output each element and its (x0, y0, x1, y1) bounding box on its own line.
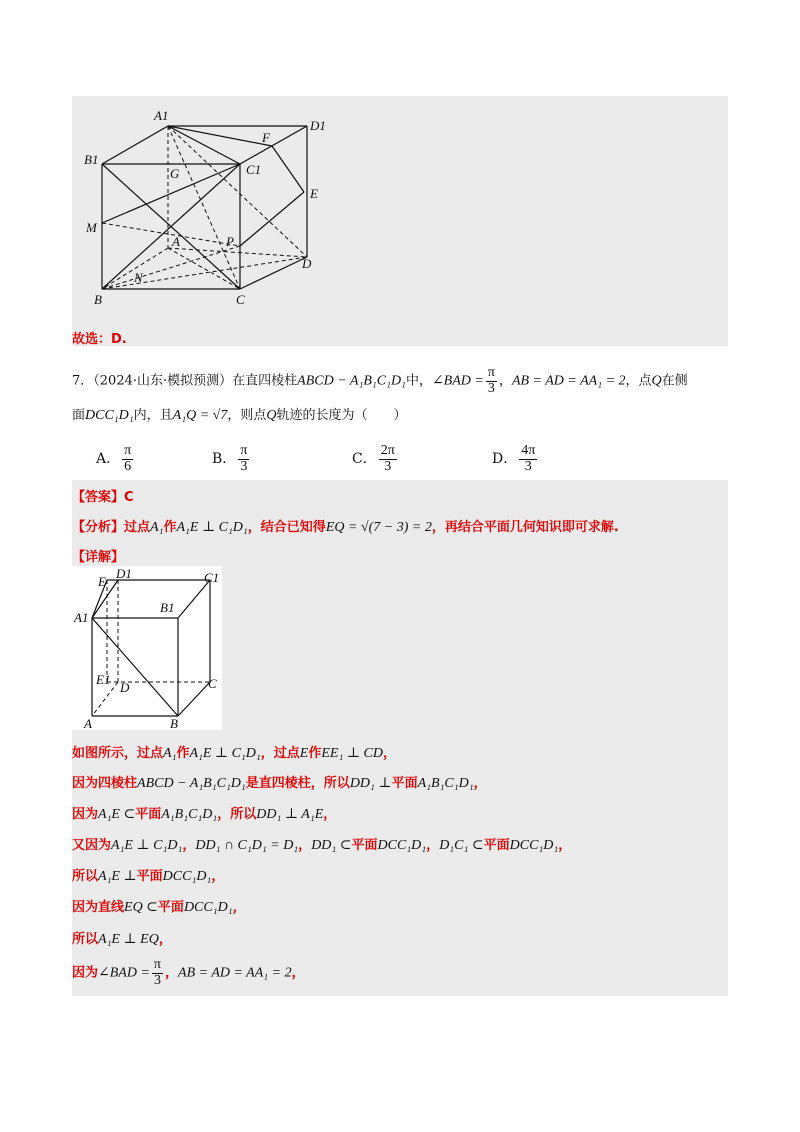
fraction-numerator: π (124, 443, 132, 458)
fig1-label-d: D (302, 256, 312, 271)
fraction-numerator: π (487, 365, 495, 380)
q7-stem-text: 在侧 (661, 373, 688, 389)
detail-text: 作 (176, 746, 190, 761)
detail-text: ， (473, 776, 487, 791)
q7-stem-line1: 7．（2024·山东·模拟预测）在直四棱柱ABCD − A₁B₁C₁D₁中，∠BAD = $\frac{\pi}{3}$ ，AB = AD = AA₁ = 2，点Q在侧 (72, 365, 688, 396)
option-label: A． (96, 451, 121, 468)
detail-math: DD₁ ⊥ A₁E (256, 807, 324, 822)
q7-stem-text: 内，且 (133, 408, 173, 423)
fig1-label-g: G (170, 166, 180, 181)
detail-text: 如图所示，过点 (72, 746, 164, 761)
option-label: C． (352, 451, 377, 468)
fraction-denominator: 6 (124, 458, 132, 474)
q7-angle-fraction (486, 366, 497, 396)
q7-option-d[interactable] (492, 444, 539, 474)
detail-line-5 (72, 865, 224, 885)
detail-math: A₁E ⊥ C₁D₁ (111, 838, 183, 853)
detail-angle-fraction (152, 958, 163, 988)
detail-line-6 (72, 896, 246, 916)
detail-text: ， (382, 746, 396, 761)
q6-answer-select: 故选：D. (72, 332, 127, 347)
fig2-label-e: E (98, 574, 106, 589)
detail-math: ∠BAD = (98, 965, 150, 981)
detail-text: 因为直线 (72, 900, 125, 915)
detail-math: EQ ⊂ (124, 900, 158, 915)
detail-text: 是直四棱柱，所以 (245, 776, 350, 791)
figure-prism-q7 (72, 566, 222, 730)
detail-text: ， (232, 900, 246, 915)
fig1-label-b: B (94, 292, 102, 307)
detail-math: DCC₁D₁ (162, 869, 212, 884)
q7-stem-text: 中， (405, 373, 432, 389)
analysis-tag: 【分析】 (72, 520, 125, 535)
fraction-denominator: 3 (524, 458, 532, 474)
detail-text: ， (182, 838, 196, 853)
q7-angle: ∠BAD = (431, 373, 484, 389)
fig2-label-d: D (120, 680, 130, 695)
option-fraction (519, 444, 537, 474)
q7-lengths: AB = AD = AA₁ = 2 (511, 373, 626, 389)
detail-line-7 (72, 928, 172, 948)
detail-text: ， (291, 965, 305, 981)
detail-line-3 (72, 803, 336, 823)
detail-text: 又因为 (72, 838, 112, 853)
detail-line-4 (72, 834, 571, 854)
q7-stem-text: ，则点 (227, 408, 267, 423)
q7-analysis (72, 516, 619, 536)
fraction-numerator: π (153, 957, 161, 972)
detail-text: 所以 (72, 932, 99, 947)
fraction-denominator: 3 (384, 458, 392, 474)
analysis-text: 作 (163, 520, 177, 535)
q7-face: DCC₁D₁ (85, 408, 134, 423)
q7-stem-line2 (72, 404, 407, 424)
q7-option-a[interactable] (96, 444, 135, 474)
fig1-label-m: M (86, 220, 97, 235)
analysis-math: EQ = √(7 − 3) = 2 (325, 520, 432, 535)
fig1-label-f: F (262, 130, 270, 145)
detail-line-2 (72, 772, 487, 792)
fraction-denominator: 3 (487, 380, 495, 396)
detail-text: 平面 (483, 838, 510, 853)
option-fraction (238, 444, 249, 474)
detail-math: DCC₁D₁ (377, 838, 427, 853)
fig1-label-a: A (172, 234, 180, 249)
q7-number: 7． (72, 373, 94, 389)
detail-math: AB = AD = AA₁ = 2 (178, 965, 292, 981)
fraction-numerator: 4π (521, 443, 536, 458)
detail-math: A₁B₁C₁D₁ (417, 776, 474, 791)
fig1-label-e: E (310, 186, 318, 201)
detail-text: 因为 (72, 965, 99, 981)
analysis-math: A₁E ⊥ C₁D₁ (176, 520, 248, 535)
q7-option-b[interactable] (212, 444, 251, 474)
fraction-numerator: π (240, 443, 248, 458)
q7-answer: 【答案】C (72, 490, 134, 505)
option-label: D． (492, 451, 518, 468)
detail-math: DCC₁D₁ (183, 900, 233, 915)
q7-stem-text: 轨迹的长度为（ ） (276, 408, 407, 423)
option-fraction (379, 444, 397, 474)
fraction-numerator: 2π (380, 443, 395, 458)
detail-text: 平面 (157, 900, 184, 915)
detail-text: 平面 (351, 838, 378, 853)
fraction-denominator: 3 (153, 972, 161, 988)
detail-math: ABCD − A₁B₁C₁D₁ (137, 776, 246, 791)
detail-math: DD₁ ⊥ (349, 776, 392, 791)
detail-text: ， (323, 807, 337, 822)
analysis-text: 过点 (124, 520, 151, 535)
fraction-denominator: 3 (240, 458, 248, 474)
detail-text: 平面 (136, 869, 163, 884)
detail-text: 平面 (135, 807, 162, 822)
detail-math: A₁E ⊂ (98, 807, 136, 822)
fig1-label-c1: C1 (246, 162, 262, 177)
detail-text: ， (158, 932, 172, 947)
detail-text: 平面 (391, 776, 418, 791)
fig1-label-d1: D1 (310, 118, 326, 133)
detail-line-1 (72, 742, 396, 762)
detail-math: EE₁ ⊥ CD (321, 746, 383, 761)
detail-math: A₁E ⊥ C₁D₁ (189, 746, 261, 761)
fig2-label-e1: E1 (96, 672, 111, 687)
q7-detail-tag: 【详解】 (72, 550, 125, 565)
analysis-text: ，结合已知得 (247, 520, 326, 535)
q7-a1q: A₁Q = √7 (172, 408, 228, 423)
q7-source: （2024·山东·模拟预测） (93, 373, 233, 389)
q7-point-q: Q (266, 408, 277, 423)
detail-math: A₁B₁C₁D₁ (161, 807, 218, 822)
detail-math: D₁C₁ ⊂ (439, 838, 484, 853)
fig1-label-a1: A1 (154, 108, 169, 123)
fig1-label-n: N (134, 270, 143, 285)
q7-prism-name: ABCD − A₁B₁C₁D₁ (297, 373, 406, 389)
detail-math: E (299, 746, 309, 761)
detail-text: ，所以 (217, 807, 257, 822)
fig2-label-c1: C1 (204, 570, 220, 585)
detail-math: DCC₁D₁ (509, 838, 559, 853)
detail-text: ， (426, 838, 440, 853)
fig1-label-c: C (236, 292, 245, 307)
fig2-label-c: C (208, 676, 217, 691)
detail-line-8 (72, 958, 305, 988)
analysis-math: A₁ (150, 520, 164, 535)
analysis-text: ，再结合平面几何知识即可求解. (431, 520, 619, 535)
fig2-label-d1: D1 (116, 566, 132, 581)
q7-stem-text: ，点 (625, 373, 652, 389)
fig2-label-b1: B1 (160, 600, 175, 615)
detail-math: A₁E ⊥ EQ (98, 932, 159, 947)
option-label: B． (212, 451, 237, 468)
solution-block-q7 (72, 480, 728, 996)
detail-text: ， (298, 838, 312, 853)
detail-text: ， (165, 965, 179, 981)
detail-text: ，过点 (260, 746, 300, 761)
detail-text: 因为 (72, 807, 99, 822)
q7-stem-text: 在直四棱柱 (232, 373, 298, 389)
fig2-label-b: B (170, 716, 178, 730)
detail-math: DD₁ ⊂ (311, 838, 352, 853)
detail-math: A₁ (163, 746, 177, 761)
fig1-label-p: P (226, 234, 234, 249)
q7-point-q: Q (651, 373, 662, 389)
detail-text: 作 (308, 746, 322, 761)
detail-math: DD₁ ∩ C₁D₁ = D₁ (195, 838, 299, 853)
q7-option-c[interactable] (352, 444, 399, 474)
detail-text: 因为四棱柱 (72, 776, 138, 791)
detail-text: ， (211, 869, 225, 884)
option-fraction (122, 444, 133, 474)
fig2-label-a: A (84, 716, 92, 730)
detail-math: A₁E ⊥ (98, 869, 137, 884)
detail-text: 所以 (72, 869, 99, 884)
fig1-label-b1: B1 (84, 152, 99, 167)
q7-stem-text: 面 (72, 408, 86, 423)
detail-text: ， (558, 838, 572, 853)
figure-prism-q6 (72, 96, 332, 311)
fig2-label-a1: A1 (74, 610, 89, 625)
